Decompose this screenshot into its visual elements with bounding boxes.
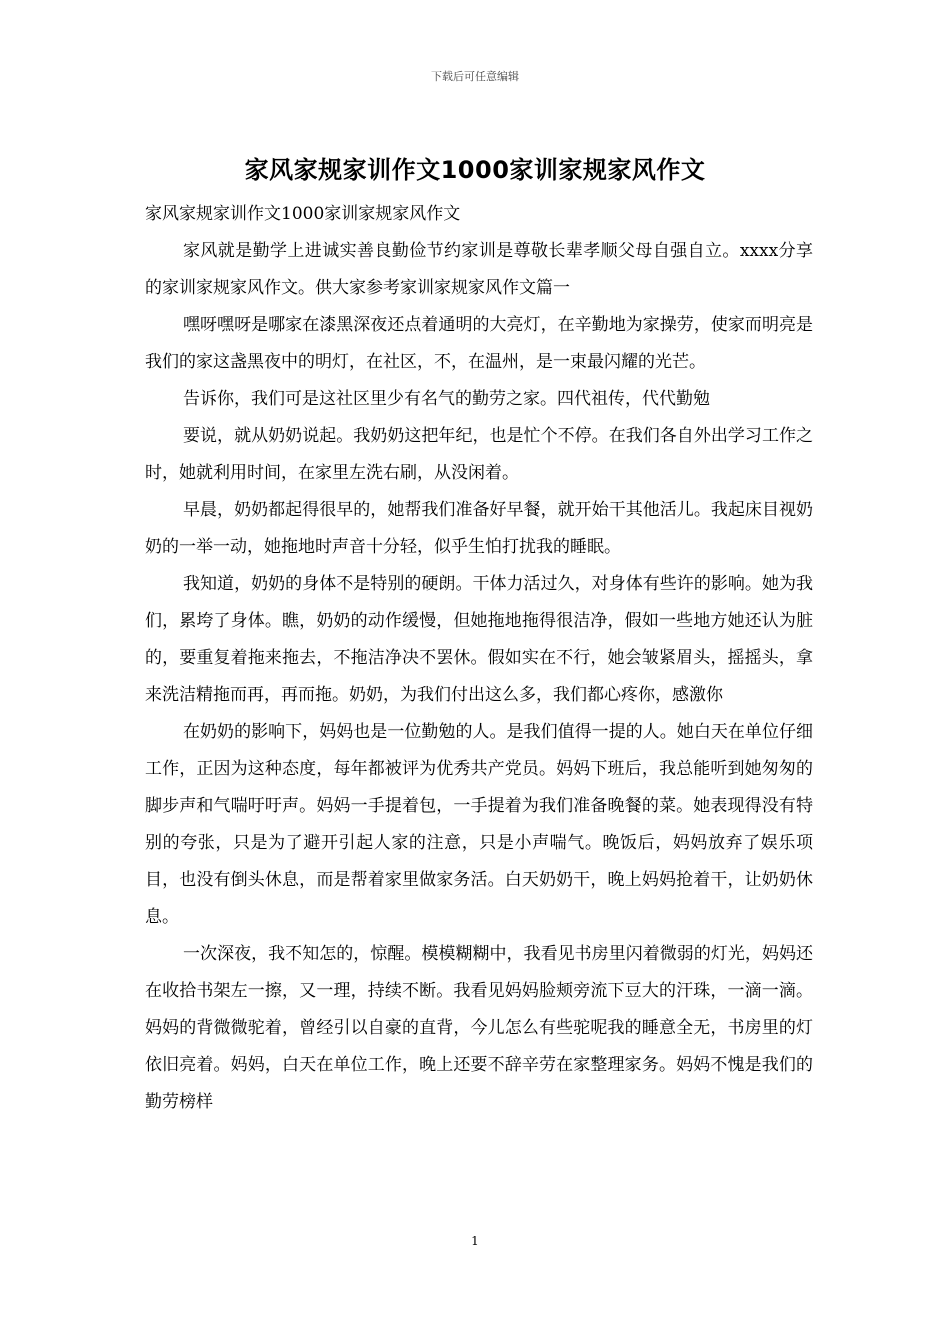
paragraph: 在奶奶的影响下，妈妈也是一位勤勉的人。是我们值得一提的人。她白天在单位仔细工作，正因为这种态度，每年都被评为优秀共产党员。妈妈下班后，我总能听到她匆匆的脚步声和气喘吁吁声。妈妈一手提着包，一手提着为我们准备晚餐的菜。她表现得没有特别的夸张，只是为了避开引起人家的注意，只是小声喘气。晚饭后，妈妈放弃了娱乐项目，也没有倒头休息，而是帮着家里做家务活。白天奶奶干，晚上妈妈抢着干，让奶奶休息。 [145, 722, 813, 927]
paragraph: 一次深夜，我不知怎的，惊醒。模模糊糊中，我看见书房里闪着微弱的灯光，妈妈还在收拾书架左一擦，又一理，持续不断。我看见妈妈脸颊旁流下豆大的汗珠，一滴一滴。妈妈的背微微驼着，曾经引以自豪的直背，今儿怎么有些驼呢我的睡意全无，书房里的灯依旧亮着。妈妈，白天在单位工作，晚上还要不辞辛劳在家整理家务。妈妈不愧是我们的勤劳榜样 [145, 944, 813, 1112]
document-title: 家风家规家训作文1000家训家规家风作文 [244, 156, 706, 184]
document-subtitle: 家风家规家训作文1000家训家规家风作文 [145, 204, 461, 224]
document-body [145, 196, 813, 1121]
page-number: 1 [471, 1234, 479, 1248]
paragraph: 早晨，奶奶都起得很早的，她帮我们准备好早餐，就开始干其他活儿。我起床目视奶奶的一举一动，她拖地时声音十分轻，似乎生怕打扰我的睡眠。 [145, 500, 813, 557]
paragraph: 嘿呀嘿呀是哪家在漆黑深夜还点着通明的大亮灯，在辛勤地为家操劳，使家而明亮是我们的家这盏黑夜中的明灯，在社区，不，在温州，是一束最闪耀的光芒。 [145, 315, 813, 372]
header-note: 下载后可任意编辑 [431, 70, 519, 83]
paragraph: 家风就是勤学上进诚实善良勤俭节约家训是尊敬长辈孝顺父母自强自立。xxxx分享的家训家规家风作文。供大家参考家训家规家风作文篇一 [145, 241, 813, 298]
paragraph: 告诉你，我们可是这社区里少有名气的勤劳之家。四代祖传，代代勤勉 [183, 389, 710, 409]
paragraph: 要说，就从奶奶说起。我奶奶这把年纪，也是忙个不停。在我们各自外出学习工作之时，她就利用时间，在家里左洗右刷，从没闲着。 [145, 426, 813, 483]
paragraph: 我知道，奶奶的身体不是特别的硬朗。干体力活过久，对身体有些许的影响。她为我们，累垮了身体。瞧，奶奶的动作缓慢，但她拖地拖得很洁净，假如一些地方她还认为脏的，要重复着拖来拖去，不拖洁净决不罢休。假如实在不行，她会皱紧眉头，摇摇头，拿来洗洁精拖而再，再而拖。奶奶，为我们付出这么多，我们都心疼你，感激你 [145, 574, 813, 705]
